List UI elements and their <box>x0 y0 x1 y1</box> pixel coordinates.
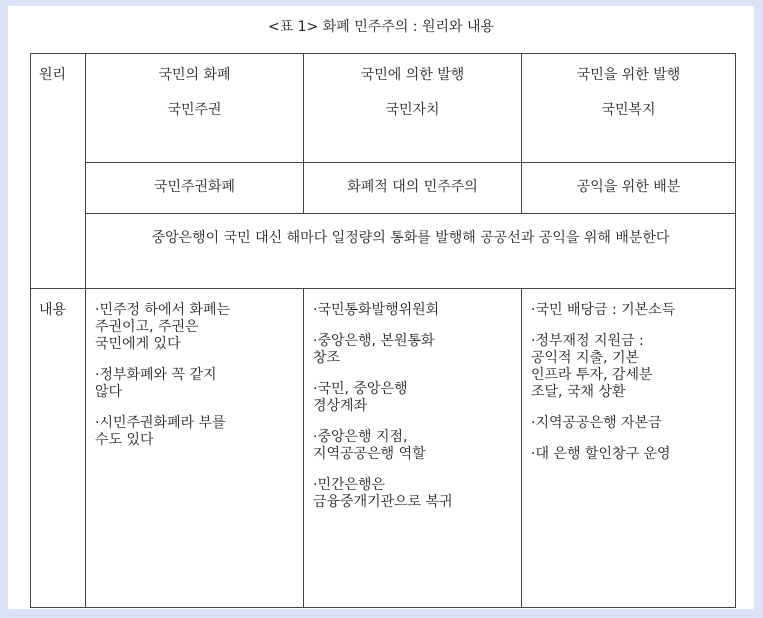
content-item: ·민간은행은 금융중개기관으로 복귀 <box>313 477 453 510</box>
principle-subtitle: 국민자치 <box>385 102 440 118</box>
content-item: ·국민 배당금 : 기본소득 <box>531 302 676 318</box>
content-item: ·민주정 하에서 화폐는 주권이고, 주권은 국민에게 있다 <box>95 302 231 352</box>
principle-cell <box>522 54 736 163</box>
principle-summary: 국민주권화폐 <box>153 179 236 195</box>
principle-subtitle: 국민복지 <box>601 102 656 118</box>
principles-table <box>30 53 736 608</box>
description-cell <box>86 214 736 289</box>
document-frame <box>8 6 754 609</box>
description-text: 중앙은행이 국민 대신 해마다 일정량의 통화를 발행해 공공선과 공익을 위해 배분한다 <box>151 230 670 246</box>
principle-header: 원리 <box>31 54 86 289</box>
principle-title: 국민에 의한 발행 <box>360 67 465 83</box>
table-row <box>31 54 736 163</box>
principle-title: 국민의 화폐 <box>158 67 231 83</box>
content-item: ·시민주권화폐라 부를 수도 있다 <box>95 415 226 448</box>
content-item: ·정부재정 지원금 : 공익적 지출, 기본 인프라 투자, 감세분 조달, 국채 상환 <box>531 333 653 400</box>
principle-cell <box>86 54 304 163</box>
principle-cell <box>304 54 522 163</box>
table-row <box>31 214 736 289</box>
content-item: ·중앙은행 지점, 지역공공은행 역할 <box>313 429 426 462</box>
principle-subtitle: 국민주권 <box>167 102 222 118</box>
content-item: ·지역공공은행 자본금 <box>531 415 662 431</box>
content-header: 내용 <box>31 289 86 608</box>
content-item: ·중앙은행, 본원통화 창조 <box>313 333 435 366</box>
content-item: ·대 은행 할인창구 운영 <box>531 446 671 462</box>
content-item: ·국민통화발행위원회 <box>313 302 440 318</box>
principle-summary-cell <box>522 163 736 214</box>
principle-summary-cell <box>86 163 304 214</box>
principle-summary-cell <box>304 163 522 214</box>
principle-summary: 공익을 위한 배분 <box>576 179 681 195</box>
principle-title: 국민을 위한 발행 <box>576 67 681 83</box>
content-cell <box>304 289 522 608</box>
table-row <box>31 163 736 214</box>
content-item: ·국민, 중앙은행 경상계좌 <box>313 381 408 414</box>
content-item: ·정부화폐와 꼭 같지 않다 <box>95 367 217 400</box>
principle-summary: 화폐적 대의 민주주의 <box>347 179 478 195</box>
content-cell <box>86 289 304 608</box>
content-cell <box>522 289 736 608</box>
table-caption: <표 1> 화폐 민주주의 : 원리와 내용 <box>267 19 495 35</box>
table-row <box>31 289 736 608</box>
